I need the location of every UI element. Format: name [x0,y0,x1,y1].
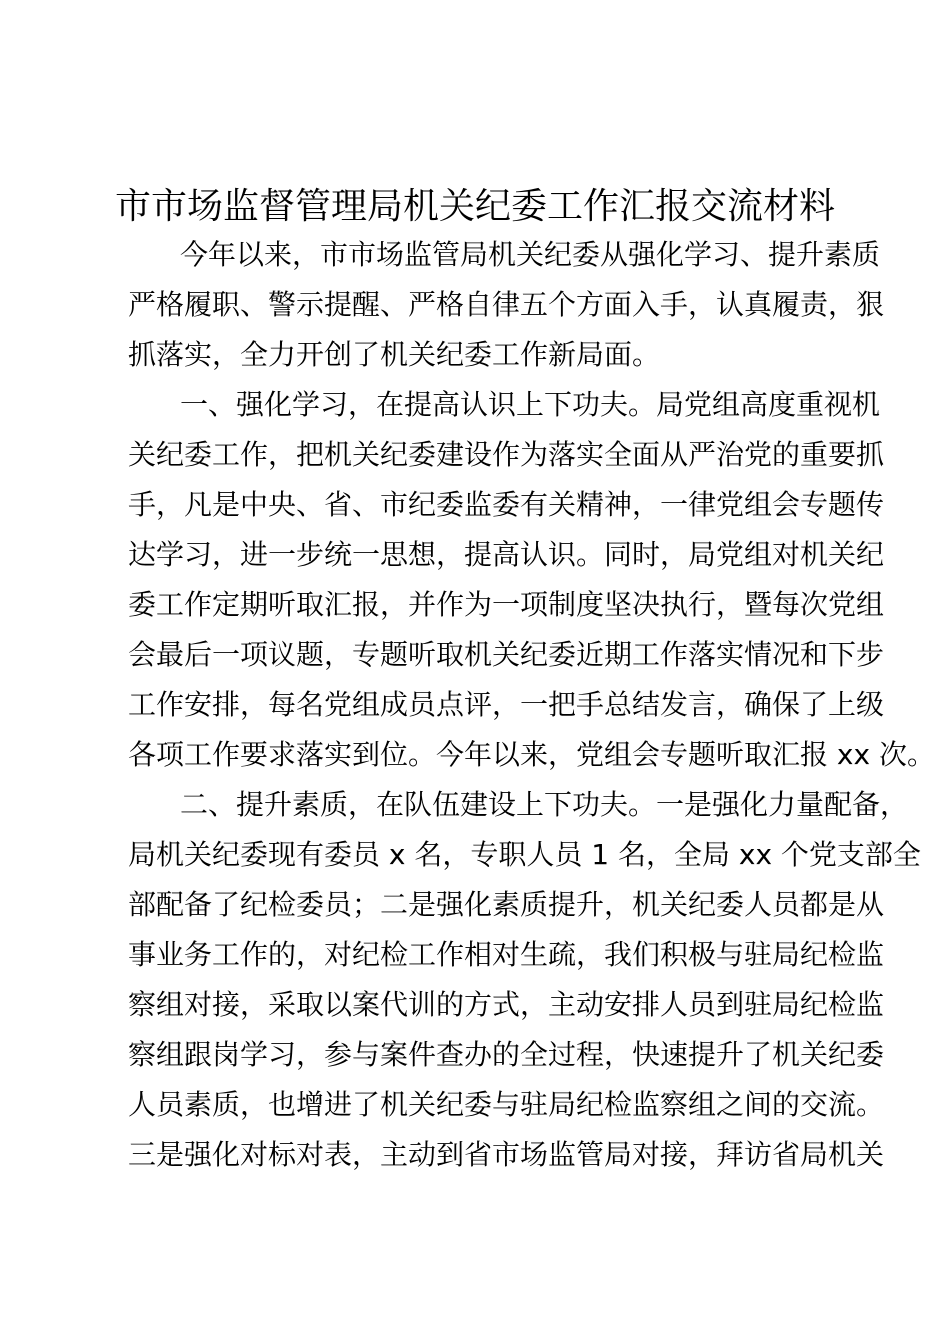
paragraph-line: 各项工作要求落实到位。今年以来，党组会专题听取汇报 xx 次。 [128,738,935,771]
paragraph-line: 工作安排，每名党组成员点评，一把手总结发言，确保了上级 [128,688,885,721]
paragraph-line: 会最后一项议题，专题听取机关纪委近期工作落实情况和下步 [128,638,885,671]
paragraph-line: 关纪委工作，把机关纪委建设作为落实全面从严治党的重要抓 [128,438,885,471]
paragraph-line: 手，凡是中央、省、市纪委监委有关精神，一律党组会专题传 [128,488,885,521]
paragraph-line: 三是强化对标对表，主动到省市场监管局对接，拜访省局机关 [128,1138,885,1171]
paragraph-line: 局机关纪委现有委员 x 名，专职人员 1 名，全局 xx 个党支部全 [128,838,921,871]
paragraph-line: 今年以来，市市场监管局机关纪委从强化学习、提升素质 [180,238,881,271]
paragraph-line: 事业务工作的，对纪检工作相对生疏，我们积极与驻局纪检监 [128,938,885,971]
paragraph-line: 抓落实，全力开创了机关纪委工作新局面。 [128,338,661,371]
paragraph-line: 察组对接，采取以案代训的方式，主动安排人员到驻局纪检监 [128,988,885,1021]
paragraph-line: 委工作定期听取汇报，并作为一项制度坚决执行，暨每次党组 [128,588,885,621]
paragraph-line: 察组跟岗学习，参与案件查办的全过程，快速提升了机关纪委 [128,1038,885,1071]
paragraph-line: 二、提升素质，在队伍建设上下功夫。一是强化力量配备， [180,788,909,821]
paragraph-line: 部配备了纪检委员；二是强化素质提升，机关纪委人员都是从 [128,888,885,921]
paragraph-line: 达学习，进一步统一思想，提高认识。同时，局党组对机关纪 [128,538,885,571]
document-title: 市市场监督管理局机关纪委工作汇报交流材料 [114,186,835,227]
paragraph-line: 人员素质，也增进了机关纪委与驻局纪检监察组之间的交流。 [128,1088,885,1121]
paragraph-line: 严格履职、警示提醒、严格自律五个方面入手，认真履责，狠 [128,288,885,321]
paragraph-line: 一、强化学习，在提高认识上下功夫。局党组高度重视机 [180,388,881,421]
